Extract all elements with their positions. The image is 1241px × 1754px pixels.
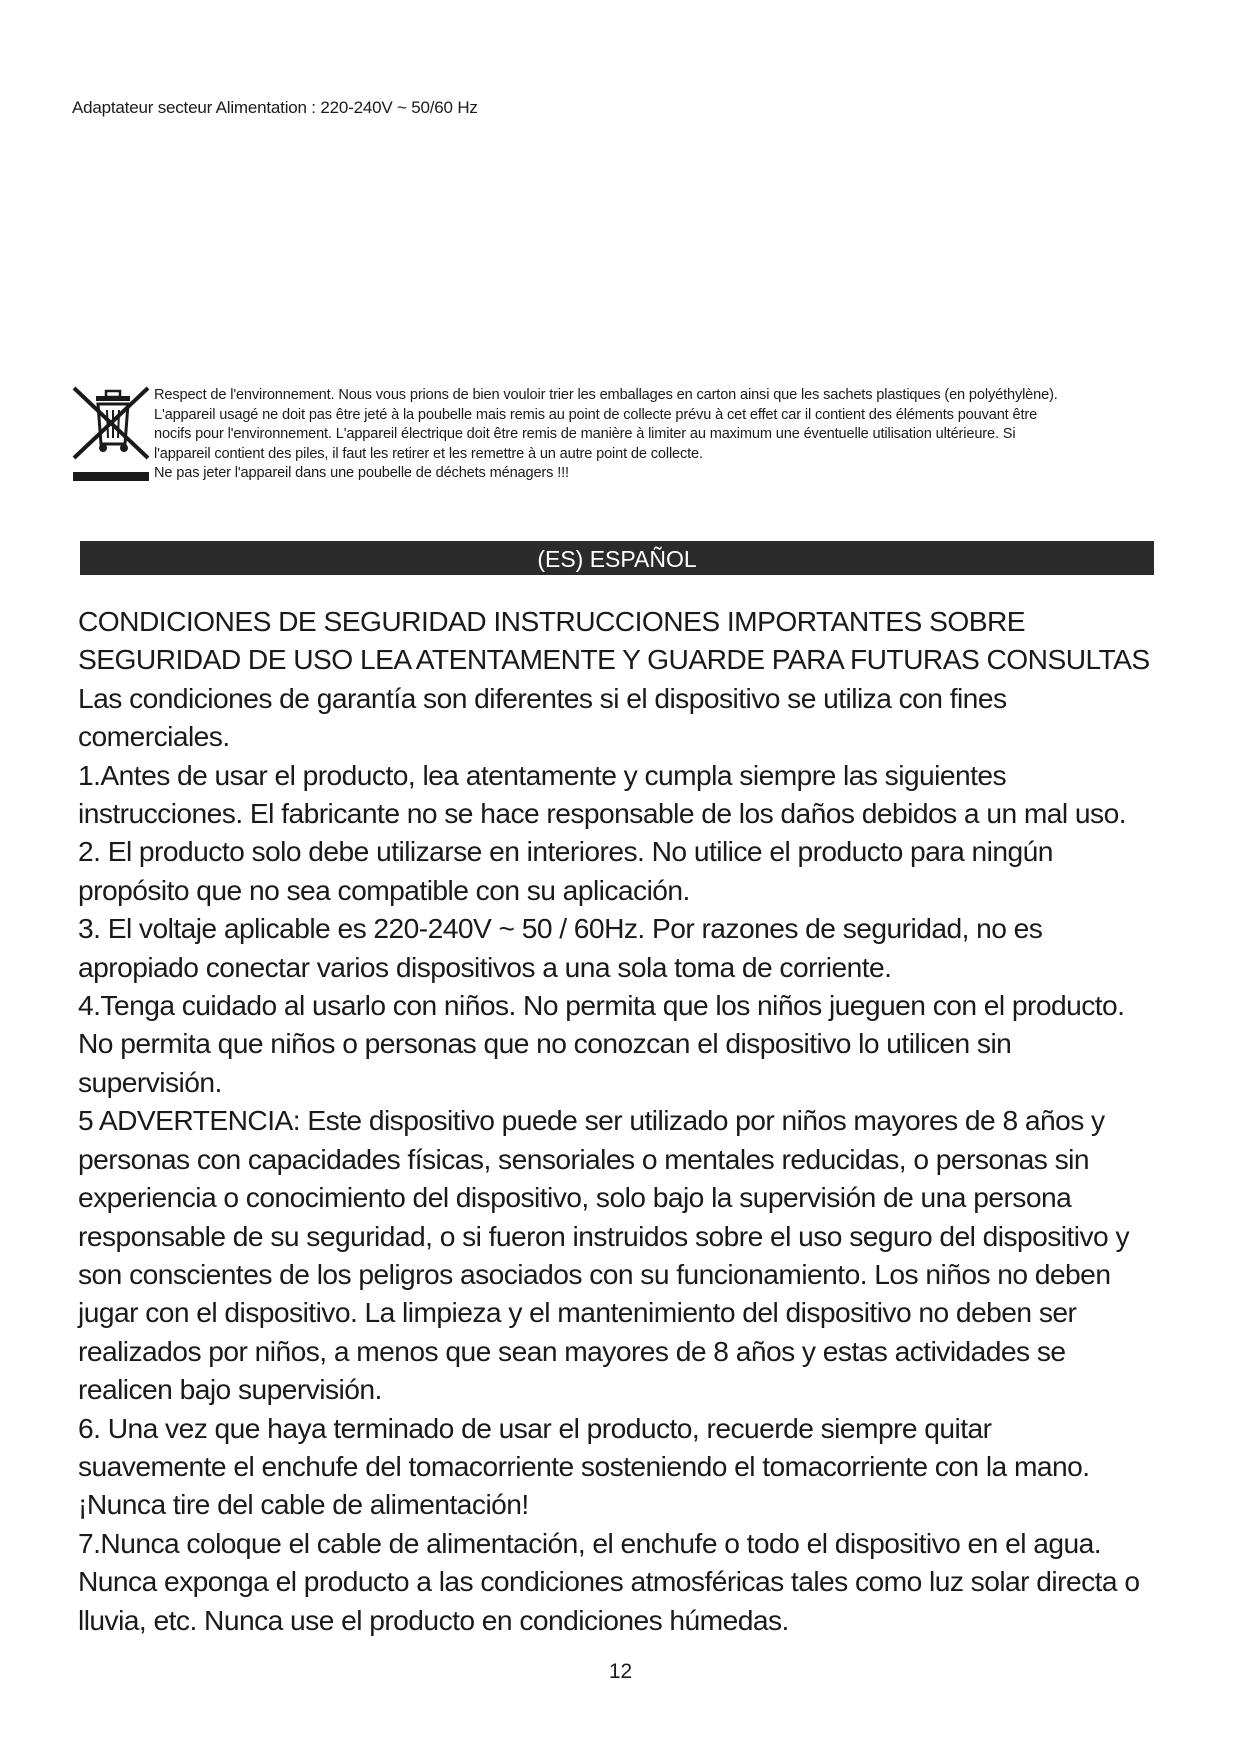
safety-line: propósito que no sea compatible con su aplicación.	[78, 873, 690, 906]
environment-line: l'appareil contient des piles, il faut les retirer et les remettre à un autre point de collecte.	[154, 445, 703, 462]
safety-line: realizados por niños, a menos que sean mayores de 8 años y estas actividades se	[78, 1334, 1066, 1367]
safety-line: comerciales.	[78, 720, 230, 753]
safety-line: 4.Tenga cuidado al usarlo con niños. No permita que los niños jueguen con el producto.	[78, 989, 1125, 1022]
power-supply-spec: Adaptateur secteur Alimentation : 220-240V ~ 50/60 Hz	[72, 98, 478, 117]
safety-line: jugar con el dispositivo. La limpieza y el mantenimiento del dispositivo no deben ser	[78, 1296, 1077, 1329]
environment-line: nocifs pour l'environnement. L'appareil électrique doit être remis de manière à limiter au maximum une éventuelle utilisation ultérieure. Si	[154, 426, 1016, 442]
safety-line: 7.Nunca coloque el cable de alimentación, el enchufe o todo el dispositivo en el agua.	[78, 1526, 1101, 1559]
safety-line: 3. El voltaje aplicable es 220-240V ~ 50 / 60Hz. Por razones de seguridad, no es	[78, 912, 1043, 945]
safety-line: supervisión.	[78, 1065, 222, 1098]
safety-line: Las condiciones de garantía son diferentes si el dispositivo se utiliza con fines	[78, 681, 1007, 714]
safety-line: son conscientes de los peligros asociados con su funcionamiento. Los niños no deben	[78, 1257, 1111, 1290]
page-number: 12	[608, 1660, 633, 1683]
safety-line: 1.Antes de usar el producto, lea atentamente y cumpla siempre las siguientes	[78, 758, 1007, 791]
safety-heading-line: CONDICIONES DE SEGURIDAD INSTRUCCIONES IMPORTANTES SOBRE	[78, 605, 1026, 637]
safety-line: No permita que niños o personas que no conozcan el dispositivo lo utilicen sin	[78, 1027, 1012, 1060]
safety-instructions	[78, 602, 1188, 1639]
environment-line: Respect de l'environnement. Nous vous prions de bien vouloir trier les emballages en carton ainsi que les sachets plastiques (en polyéthylène).	[154, 387, 1058, 403]
safety-line: apropiado conectar varios dispositivos a una sola toma de corriente.	[78, 950, 892, 983]
safety-line: 2. El producto solo debe utilizarse en interiores. No utilice el producto para ningún	[78, 835, 1053, 868]
safety-line: 5 ADVERTENCIA: Este dispositivo puede ser utilizado por niños mayores de 8 años y	[78, 1104, 1105, 1137]
safety-line: experiencia o conocimiento del dispositivo, solo bajo la supervisión de una persona	[78, 1181, 1072, 1214]
environment-line: Ne pas jeter l'appareil dans une poubelle de déchets ménagers !!!	[154, 465, 569, 481]
safety-line: ¡Nunca tire del cable de alimentación!	[78, 1488, 529, 1521]
safety-line: suavemente el enchufe del tomacorriente sosteniendo el tomacorriente con la mano.	[78, 1449, 1090, 1482]
safety-line: instrucciones. El fabricante no se hace responsable de los daños debidos a un mal uso.	[78, 797, 1126, 830]
safety-line: lluvia, etc. Nunca use el producto en condiciones húmedas.	[78, 1603, 789, 1636]
environment-line: L'appareil usagé ne doit pas être jeté à la poubelle mais remis au point de collecte prévu à cet effet car il contient des éléments pouvant être	[154, 406, 1038, 423]
environment-text	[154, 386, 1241, 484]
weee-crossed-out-bin-icon	[70, 386, 152, 486]
safety-line: 6. Una vez que haya terminado de usar el producto, recuerde siempre quitar	[78, 1411, 992, 1444]
safety-line: Nunca exponga el producto a las condiciones atmosféricas tales como luz solar directa o	[78, 1565, 1140, 1598]
safety-line: responsable de su seguridad, o si fueron instruidos sobre el uso seguro del dispositivo y	[78, 1219, 1130, 1252]
safety-line: realicen bajo supervisión.	[78, 1373, 382, 1406]
language-section-header: (ES) ESPAÑOL	[80, 541, 1154, 575]
safety-heading-line: SEGURIDAD DE USO LEA ATENTAMENTE Y GUARDE PARA FUTURAS CONSULTAS	[78, 643, 1150, 676]
safety-line: personas con capacidades físicas, sensoriales o mentales reducidas, o personas sin	[78, 1142, 1089, 1175]
environment-notice	[70, 386, 1180, 496]
